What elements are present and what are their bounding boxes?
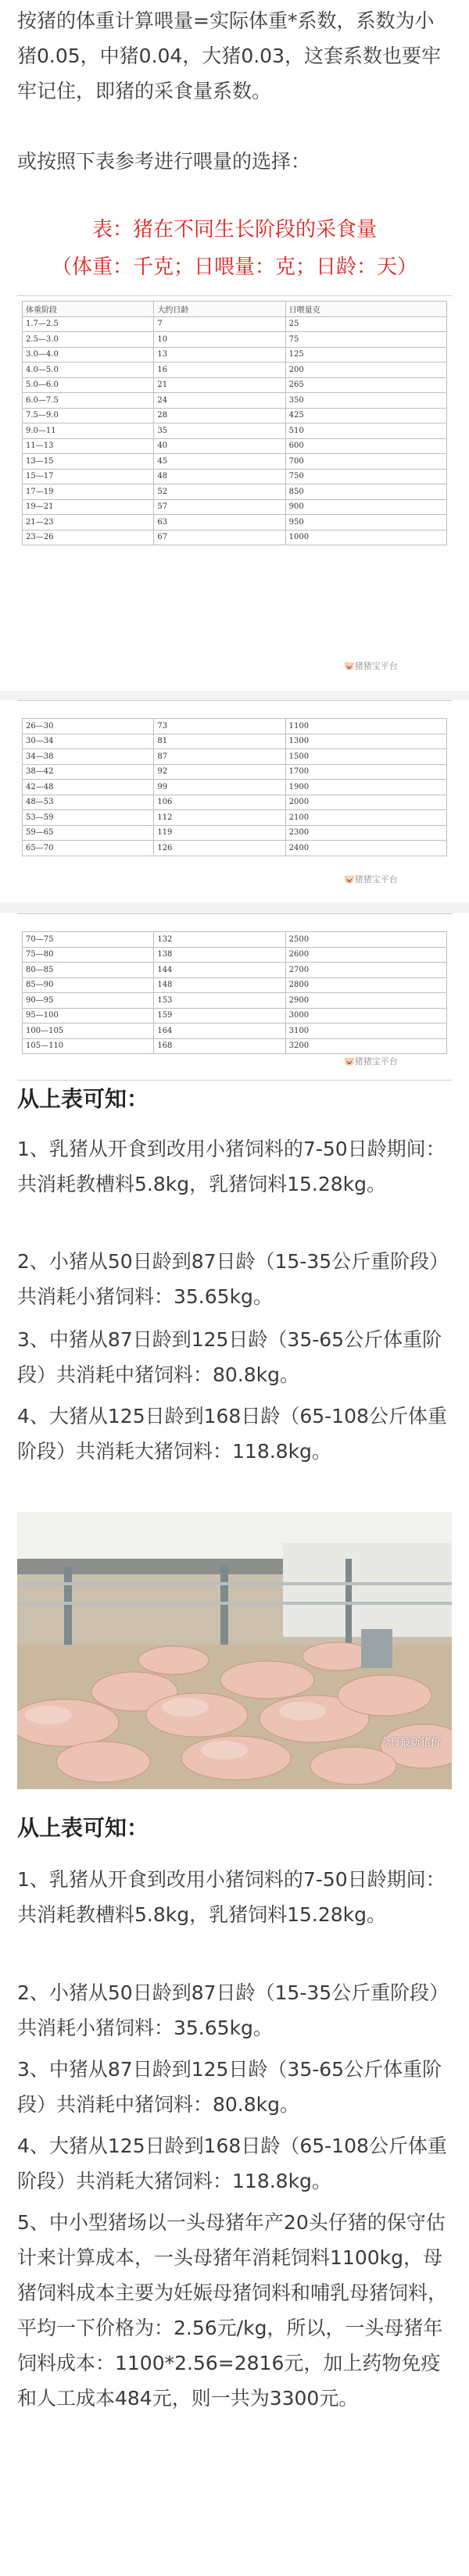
table-cell: 34—38 (23, 749, 154, 765)
table-cell: 850 (285, 484, 446, 500)
table-cell: 2.5—3.0 (23, 332, 154, 348)
table-cell: 700 (285, 454, 446, 470)
table-cell: 6.0—7.5 (23, 393, 154, 409)
summary-item: 3、中猪从87日龄到125日龄（35-65公斤体重阶段）共消耗中猪饲料：80.8kg。 (17, 2058, 442, 2116)
table-cell: 28 (154, 408, 285, 423)
table-cell: 3.0—4.0 (23, 347, 154, 363)
table-cell: 105—110 (23, 1038, 154, 1054)
feed-table-3 (22, 931, 447, 1054)
table-cell: 2700 (285, 963, 446, 978)
table-cell: 100—105 (23, 1024, 154, 1039)
table-cell: 48 (154, 469, 285, 484)
table-row (23, 977, 447, 993)
table-header-cell: 体重阶段 (23, 302, 154, 317)
table-cell: 16 (154, 363, 285, 378)
table-cell: 425 (285, 408, 446, 423)
table-cell: 70—75 (23, 932, 154, 948)
table-cell: 1900 (285, 780, 446, 795)
table-cell: 48—53 (23, 795, 154, 810)
table-row (23, 316, 447, 332)
table-cell: 1500 (285, 749, 446, 765)
table-cell: 25 (285, 316, 446, 332)
table-cell: 2400 (285, 841, 446, 856)
table-row (23, 377, 447, 393)
table-cell: 59—65 (23, 825, 154, 841)
table-cell: 144 (154, 963, 285, 978)
table-cell: 73 (154, 719, 285, 734)
table-cell: 265 (285, 377, 446, 393)
table-row (23, 454, 447, 470)
table-cell: 1300 (285, 734, 446, 749)
summary-item: 1、乳猪从开食到改用小猪饲料的7-50日龄期间：共消耗教槽料5.8kg，乳猪饲料15.28kg。 (17, 1868, 446, 1926)
table-cell: 126 (154, 841, 285, 856)
table-cell: 13—15 (23, 454, 154, 470)
table-cell: 5.0—6.0 (23, 377, 154, 393)
table-row (23, 734, 447, 749)
table-cell: 11—13 (23, 438, 154, 454)
table-cell: 75 (285, 332, 446, 348)
table-row (23, 423, 447, 439)
table-cell: 23—26 (23, 530, 154, 545)
feed-table-sheet-2 (17, 700, 452, 903)
feed-table-sheet-1 (17, 295, 452, 691)
table-row (23, 947, 447, 963)
table-row (23, 438, 447, 454)
table-header-cell: 日喂量克 (285, 302, 446, 317)
table-cell: 67 (154, 530, 285, 545)
table-cell: 119 (154, 825, 285, 841)
table-cell: 350 (285, 393, 446, 409)
table-header-cell: 大约日龄 (154, 302, 285, 317)
table-cell: 9.0—11 (23, 423, 154, 439)
table-cell: 168 (154, 1038, 285, 1054)
pig-barn-photo (17, 1512, 452, 1789)
photo-watermark: 今日最新猪价 (379, 1737, 441, 1749)
table-cell: 153 (154, 993, 285, 1009)
table-cell: 3100 (285, 1024, 446, 1039)
table-cell: 112 (154, 810, 285, 826)
table-cell: 30—34 (23, 734, 154, 749)
table-cell: 15—17 (23, 469, 154, 484)
table-cell: 87 (154, 749, 285, 765)
table-cell: 7 (154, 316, 285, 332)
divider-band (0, 691, 469, 700)
table-cell: 26—30 (23, 719, 154, 734)
table-cell: 4.0—5.0 (23, 363, 154, 378)
table-cell: 45 (154, 454, 285, 470)
table-cell: 17—19 (23, 484, 154, 500)
table-row (23, 795, 447, 810)
table-row (23, 1008, 447, 1024)
table-cell: 2100 (285, 810, 446, 826)
summary-item: 2、小猪从50日龄到87日龄（15-35公斤重阶段）共消耗小猪饲料：35.65kg。 (17, 1250, 449, 1308)
table-row (23, 1024, 447, 1039)
intro-paragraph: 按猪的体重计算喂量=实际体重*系数，系数为小猪0.05，中猪0.04，大猪0.03，这套系数也要牢牢记住，即猪的采食量系数。 (17, 9, 441, 102)
table-cell: 132 (154, 932, 285, 948)
table-cell: 35 (154, 423, 285, 439)
table-cell: 750 (285, 469, 446, 484)
table-row (23, 932, 447, 948)
table-cell: 106 (154, 795, 285, 810)
table-cell: 2500 (285, 932, 446, 948)
table-cell: 1100 (285, 719, 446, 734)
table-row (23, 719, 447, 734)
table-cell: 3200 (285, 1038, 446, 1054)
table-cell: 510 (285, 423, 446, 439)
table-cell: 75—80 (23, 947, 154, 963)
table-header-row (23, 302, 447, 317)
table-cell: 21—23 (23, 515, 154, 531)
table-cell: 164 (154, 1024, 285, 1039)
table-row (23, 499, 447, 515)
table-cell: 19—21 (23, 499, 154, 515)
intro-instruction: 或按照下表参考进行喂量的选择： (17, 150, 311, 173)
table-row (23, 347, 447, 363)
table-cell: 125 (285, 347, 446, 363)
summary-item: 4、大猪从125日龄到168日龄（65-108公斤体重阶段）共消耗大猪饲料：118.8kg。 (17, 2135, 447, 2192)
table-cell: 42—48 (23, 780, 154, 795)
table-cell: 600 (285, 438, 446, 454)
table-cell: 159 (154, 1008, 285, 1024)
table-cell: 92 (154, 764, 285, 780)
table-title: 表：猪在不同生长阶段的采食量 (91, 218, 377, 241)
table-cell: 90—95 (23, 993, 154, 1009)
table-row (23, 530, 447, 545)
table-row (23, 963, 447, 978)
table-row (23, 332, 447, 348)
summary-heading: 从上表可知： (17, 1815, 149, 1841)
table-row (23, 484, 447, 500)
table-row (23, 393, 447, 409)
table-row (23, 993, 447, 1009)
feed-table-sheet-3 (17, 913, 452, 1081)
table-cell: 200 (285, 363, 446, 378)
table-cell: 80—85 (23, 963, 154, 978)
table-cell: 138 (154, 947, 285, 963)
table-watermark: 🐷猪猪宝平台 (344, 1056, 398, 1066)
table-cell: 52 (154, 484, 285, 500)
table-cell: 950 (285, 515, 446, 531)
table-cell: 3000 (285, 1008, 446, 1024)
table-row (23, 408, 447, 423)
table-row (23, 780, 447, 795)
table-row (23, 825, 447, 841)
table-cell: 21 (154, 377, 285, 393)
summary-heading: 从上表可知： (17, 1086, 149, 1112)
table-cell: 900 (285, 499, 446, 515)
feed-table-1 (22, 301, 447, 545)
table-row (23, 749, 447, 765)
table-cell: 2000 (285, 795, 446, 810)
table-row (23, 363, 447, 378)
divider-band (0, 902, 469, 913)
summary-item: 1、乳猪从开食到改用小猪饲料的7-50日龄期间：共消耗教槽料5.8kg，乳猪饲料15.28kg。 (17, 1138, 446, 1195)
table-row (23, 810, 447, 826)
table-cell: 85—90 (23, 977, 154, 993)
table-cell: 1700 (285, 764, 446, 780)
table-cell: 10 (154, 332, 285, 348)
table-cell: 24 (154, 393, 285, 409)
table-watermark: 🐷猪猪宝平台 (344, 661, 398, 671)
table-cell: 7.5—9.0 (23, 408, 154, 423)
feed-table-2 (22, 718, 447, 856)
summary-item: 5、中小型猪场以一头母猪年产20头仔猪的保守估计来计算成本，一头母猪年消耗饲料1100kg，母猪饲料成本主要为妊娠母猪饲料和哺乳母猪饲料，平均一下价格为：2.56元/kg，所以，一头母猪年饲料成本：1100*2.56=2816元，加上药物免疫和人工成本484元，则一共为3300元。 (17, 2211, 448, 2410)
table-row (23, 469, 447, 484)
table-cell: 40 (154, 438, 285, 454)
table-cell: 81 (154, 734, 285, 749)
table-cell: 63 (154, 515, 285, 531)
table-subtitle: （体重：千克；日喂量：克；日龄：天） (51, 255, 417, 279)
table-row (23, 515, 447, 531)
summary-item: 3、中猪从87日龄到125日龄（35-65公斤体重阶段）共消耗中猪饲料：80.8kg。 (17, 1328, 442, 1386)
table-cell: 148 (154, 977, 285, 993)
table-cell: 99 (154, 780, 285, 795)
table-row (23, 764, 447, 780)
table-row (23, 841, 447, 856)
table-cell: 2300 (285, 825, 446, 841)
summary-item: 2、小猪从50日龄到87日龄（15-35公斤重阶段）共消耗小猪饲料：35.65kg。 (17, 1981, 449, 2039)
table-row (23, 1038, 447, 1054)
table-cell: 57 (154, 499, 285, 515)
table-cell: 65—70 (23, 841, 154, 856)
table-cell: 53—59 (23, 810, 154, 826)
table-cell: 38—42 (23, 764, 154, 780)
table-cell: 2800 (285, 977, 446, 993)
table-cell: 2600 (285, 947, 446, 963)
table-cell: 1000 (285, 530, 446, 545)
table-watermark: 🐷猪猪宝平台 (344, 874, 398, 884)
summary-item: 4、大猪从125日龄到168日龄（65-108公斤体重阶段）共消耗大猪饲料：118.8kg。 (17, 1405, 447, 1463)
table-cell: 13 (154, 347, 285, 363)
table-cell: 2900 (285, 993, 446, 1009)
table-cell: 1.7—2.5 (23, 316, 154, 332)
table-cell: 95—100 (23, 1008, 154, 1024)
